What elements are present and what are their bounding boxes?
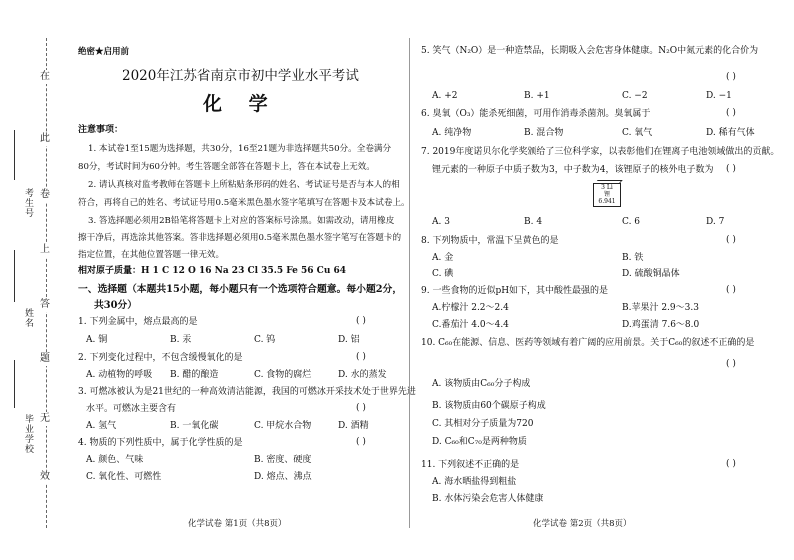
option: D. 水的蒸发 xyxy=(338,370,387,380)
option: A. 颜色、气味 xyxy=(86,455,144,465)
question-stem: 7. 2019年度诺贝尔化学奖颁给了三位科学家，以表彰他们在锂离子电池领域做出的贡献。 xyxy=(421,147,780,157)
field-line xyxy=(14,130,15,180)
option: C. 氧气 xyxy=(622,128,653,138)
option: A.柠檬汁 2.2～2.4 xyxy=(432,303,509,313)
notes-line: 3. 答选择题必须用2B铅笔将答题卡上对应的答案标号涂黑。如需改动，请用橡皮 xyxy=(88,216,395,226)
option: B. 一氧化碳 xyxy=(170,421,219,431)
answer-paren: ( ) xyxy=(356,403,366,413)
binding-line xyxy=(46,38,47,528)
element-symbol: 3 Li xyxy=(601,184,613,191)
option: C. 碘 xyxy=(432,269,454,279)
section-heading-cont: 共30分） xyxy=(94,300,138,311)
option: A. 金 xyxy=(432,253,454,263)
option: C. 甲烷水合物 xyxy=(254,421,312,431)
answer-paren: ( ) xyxy=(726,164,736,174)
option: D. 熔点、沸点 xyxy=(254,472,312,482)
option: D. C₆₀和C₇₀是两种物质 xyxy=(432,437,527,447)
option: B. 混合物 xyxy=(524,128,564,138)
notes-line: 2. 请认真核对监考教师在答题卡上所粘贴条形码的姓名、考试证号是否与本人的相 xyxy=(88,180,400,190)
answer-paren: ( ) xyxy=(726,359,736,369)
option: D. 酒精 xyxy=(338,421,369,431)
option: C. 氧化性、可燃性 xyxy=(86,472,162,482)
notes-line: 指定位置，在其他位置答题一律无效。 xyxy=(78,250,225,260)
notes-line: 符合，再将自己的姓名、考试证号用0.5毫米黑色墨水签字笔填写在答题卡及本试卷上。 xyxy=(78,198,410,208)
question-stem-cont: 锂元素的一种原子中质子数为3，中子数为4，该锂原子的核外电子数为 xyxy=(432,165,714,175)
option: B. 4 xyxy=(524,217,543,227)
answer-paren: ( ) xyxy=(726,285,736,295)
question-stem: 3. 可燃冰被认为是21世纪的一种高效清洁能源，我国的可燃冰开采技术处于世界先进 xyxy=(78,387,416,397)
option: C. 其相对分子质量为720 xyxy=(432,419,534,429)
option: C. 6 xyxy=(622,217,641,227)
option: B. 醋的酿造 xyxy=(170,370,219,380)
option: A. 该物质由C₆₀分子构成 xyxy=(432,379,531,389)
question-stem: 5. 笑气（N₂O）是一种造禁品，长期吸入会危害身体健康。N₂O中氮元素的化合价为 xyxy=(421,46,759,56)
option: B. 汞 xyxy=(170,335,192,345)
option: D. 硫酸铜晶体 xyxy=(622,269,680,279)
option: A. 海水晒盐得到粗盐 xyxy=(432,477,517,487)
subject-title: 化 学 xyxy=(203,93,278,115)
option: C. 钨 xyxy=(254,335,276,345)
answer-paren: ( ) xyxy=(726,72,736,82)
atomic-mass: 相对原子质量：H 1 C 12 O 16 Na 23 Cl 35.5 Fe 56 Cu 64 xyxy=(78,266,347,276)
lithium-element-card xyxy=(593,183,621,207)
binding-word: 此 xyxy=(40,133,50,144)
option: B. 铁 xyxy=(622,253,644,263)
notes-line: 80分，考试时间为60分钟。考生答题全部答在答题卡上，答在本试卷上无效。 xyxy=(78,162,375,172)
option: B. +1 xyxy=(524,91,550,101)
option: A. 纯净物 xyxy=(432,128,472,138)
option: A. 氢气 xyxy=(86,421,117,431)
binding-word: 在 xyxy=(40,71,50,82)
question-stem: 10. C₆₀在能源、信息、医药等领域有着广阔的应用前景。关于C₆₀的叙述不正确的是 xyxy=(421,338,755,348)
question-stem: 2. 下列变化过程中，不包含缓慢氧化的是 xyxy=(78,353,243,363)
binding-word: 效 xyxy=(40,471,50,482)
field-school: 毕业学校 xyxy=(23,414,33,454)
notes-line: 擦干净后，再选涂其他答案。答非选择题必须用0.5毫米黑色墨水签字笔写在答题卡的 xyxy=(78,233,402,243)
option: B. 密度、硬度 xyxy=(254,455,312,465)
element-name: 锂 xyxy=(603,191,610,198)
answer-paren: ( ) xyxy=(726,459,736,469)
option: D. 稀有气体 xyxy=(706,128,755,138)
element-mass: 6.941 xyxy=(598,198,616,205)
question-stem: 11. 下列叙述不正确的是 xyxy=(421,460,520,470)
question-stem-cont: 水平。可燃冰主要含有 xyxy=(86,404,177,414)
option: B. 该物质由60个碳原子构成 xyxy=(432,401,546,411)
secret-label: 绝密★启用前 xyxy=(78,47,130,57)
exam-title: 2020年江苏省南京市初中学业水平考试 xyxy=(122,68,359,84)
option: D. −1 xyxy=(706,91,732,101)
answer-paren: ( ) xyxy=(356,316,366,326)
option: A. +2 xyxy=(432,91,458,101)
binding-word: 答 xyxy=(40,299,50,310)
binding-word: 卷 xyxy=(40,189,50,200)
option: A. 铜 xyxy=(86,335,108,345)
page-footer: 化学试卷 第2页（共8页） xyxy=(533,519,632,529)
field-name: 姓名 xyxy=(23,308,33,328)
option: C. −2 xyxy=(622,91,648,101)
binding-word: 无 xyxy=(40,413,50,424)
option: A. 动植物的呼吸 xyxy=(86,370,153,380)
answer-paren: ( ) xyxy=(356,437,366,447)
option: B.苹果汁 2.9～3.3 xyxy=(622,303,699,313)
question-stem: 8. 下列物质中，常温下呈黄色的是 xyxy=(421,236,559,246)
field-exam-number: 考生号 xyxy=(23,188,33,218)
question-stem: 4. 物质的下列性质中，属于化学性质的是 xyxy=(78,438,243,448)
binding-word: 题 xyxy=(40,353,50,364)
notes-heading: 注意事项： xyxy=(78,125,124,135)
answer-paren: ( ) xyxy=(726,108,736,118)
question-stem: 9. 一些食物的近似pH如下，其中酸性最强的是 xyxy=(421,286,609,296)
option: D.鸡蛋清 7.6～8.0 xyxy=(622,320,700,330)
option: C.番茄汁 4.0～4.4 xyxy=(432,320,509,330)
answer-paren: ( ) xyxy=(356,352,366,362)
question-stem: 1. 下列金属中，熔点最高的是 xyxy=(78,317,198,327)
page-divider xyxy=(409,38,410,528)
option: B. 水体污染会危害人体健康 xyxy=(432,494,544,504)
section-heading: 一、选择题（本题共15小题，每小题只有一个选项符合题意。每小题2分， xyxy=(78,284,403,295)
option: C. 食物的腐烂 xyxy=(254,370,312,380)
field-line xyxy=(14,360,15,408)
question-stem: 6. 臭氧（O₃）能杀死细菌，可用作消毒杀菌剂。臭氧属于 xyxy=(421,109,651,119)
page-footer: 化学试卷 第1页（共8页） xyxy=(188,519,287,529)
option: D. 7 xyxy=(706,217,725,227)
field-line xyxy=(14,250,15,302)
notes-line: 1. 本试卷1至15题为选择题，共30分，16至21题为非选择题共50分。全卷满分 xyxy=(88,144,392,154)
binding-word: 上 xyxy=(40,244,50,255)
option: A. 3 xyxy=(432,217,450,227)
option: D. 铝 xyxy=(338,335,360,345)
answer-paren: ( ) xyxy=(726,235,736,245)
